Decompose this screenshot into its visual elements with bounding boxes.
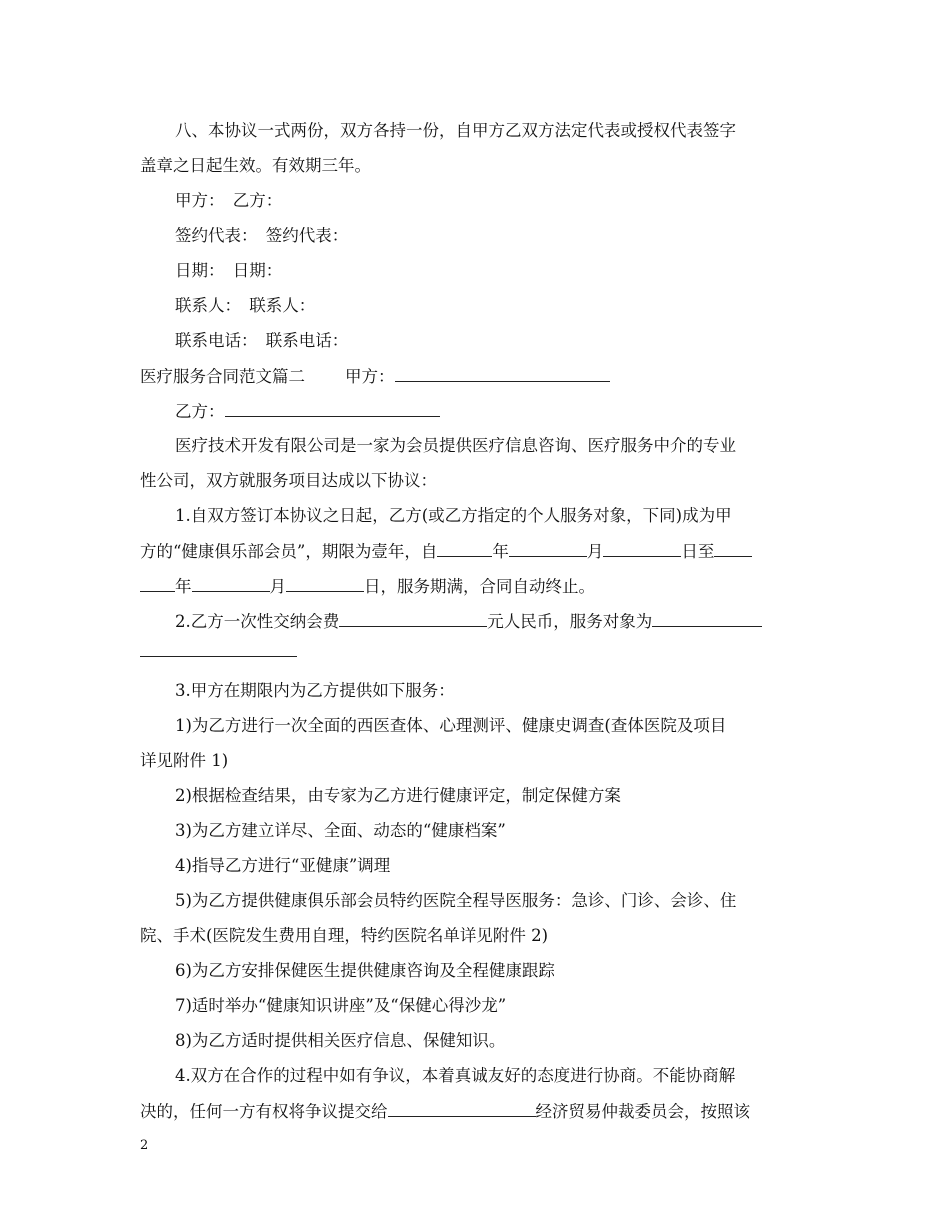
end-year-blank: [140, 575, 175, 592]
service1-line2: 详见附件 1): [140, 751, 229, 770]
arbitration-blank: [388, 1100, 536, 1117]
signature-phone: 联系电话： 联系电话：: [175, 331, 349, 350]
signature-contact: 联系人： 联系人：: [175, 296, 316, 315]
day-to-label: 日至: [681, 542, 715, 561]
clause3-title: 3.甲方在期限内为乙方提供如下服务：: [175, 681, 455, 700]
party-b-label: 乙方：: [175, 402, 225, 421]
intro-line2: 性公司，双方就服务项目达成以下协议：: [140, 471, 437, 490]
year-label: 年: [492, 542, 509, 561]
clause4-line2: [140, 1100, 750, 1123]
month-label: 月: [586, 542, 604, 561]
day-blank: [603, 540, 681, 557]
signature-party: 甲方： 乙方：: [175, 191, 283, 210]
clause1-text: 方的“健康俱乐部会员”，期限为壹年，自: [140, 542, 438, 561]
paragraph-8-line2: 盖章之日起生效。有效期三年。: [140, 156, 371, 175]
clause1-line2: [140, 540, 752, 563]
clause4-text-b: 经济贸易仲裁委员会，按照该: [535, 1102, 750, 1121]
end-month-label: 月: [269, 577, 286, 596]
service8: 8)为乙方适时提供相关医疗信息、保健知识。: [175, 1031, 506, 1050]
service5-line2: 院、手术(医院发生费用自理，特约医院名单详见附件 2): [140, 926, 549, 945]
end-year-label: 年: [175, 577, 192, 596]
fee-blank: [339, 610, 487, 627]
service1-line1: 1)为乙方进行一次全面的西医查体、心理测评、健康史调查(查体医院及项目: [175, 716, 727, 735]
paragraph-8-line1: 八、本协议一式两份，双方各持一份，自甲方乙双方法定代表或授权代表签字: [175, 121, 736, 140]
service4: 4)指导乙方进行“亚健康”调理: [175, 856, 391, 875]
service6: 6)为乙方安排保健医生提供健康咨询及全程健康跟踪: [175, 961, 555, 980]
end-month-blank: [192, 575, 270, 592]
clause4-line1: 4.双方在合作的过程中如有争议，本着真诚友好的态度进行协商。不能协商解: [175, 1066, 736, 1085]
party-a-blank: [395, 365, 610, 382]
clause2-fee-text: 2.乙方一次性交纳会费: [175, 612, 340, 631]
intro-line1: 医疗技术开发有限公司是一家为会员提供医疗信息咨询、医疗服务中介的专业: [175, 436, 736, 455]
clause1-line3: [140, 575, 595, 598]
clause4-text-a: 决的，任何一方有权将争议提交给: [140, 1102, 388, 1121]
target-blank: [652, 610, 762, 627]
party-b-line: [175, 400, 440, 423]
clause1-line1: 1.自双方签订本协议之日起，乙方(或乙方指定的个人服务对象，下同)成为甲: [175, 506, 732, 525]
service5-line1: 5)为乙方提供健康俱乐部会员特约医院全程导医服务：急诊、门诊、会诊、住: [175, 891, 737, 910]
end-day-blank: [286, 575, 364, 592]
month-blank: [509, 540, 587, 557]
clause1-end-text: 日，服务期满，合同自动终止。: [364, 577, 595, 596]
year-blank: [437, 540, 492, 557]
end-blank-start: [714, 540, 752, 557]
section-title: 医疗服务合同范文篇二: [140, 367, 305, 386]
signature-date: 日期： 日期：: [175, 261, 283, 280]
signature-rep: 签约代表： 签约代表：: [175, 226, 349, 245]
service2: 2)根据检查结果，由专家为乙方进行健康评定，制定保健方案: [175, 786, 621, 805]
target-blank-cont: [140, 646, 297, 657]
service3: 3)为乙方建立详尽、全面、动态的“健康档案”: [175, 821, 506, 840]
page-number: 2: [140, 1138, 149, 1153]
service7: 7)适时举办“健康知识讲座”及“保健心得沙龙”: [175, 996, 507, 1015]
section-heading: [140, 365, 610, 388]
party-a-label: 甲方：: [345, 367, 395, 386]
clause2-target-text: 元人民币，服务对象为: [487, 612, 653, 631]
party-b-blank: [225, 400, 440, 417]
clause2-line2: [140, 641, 297, 663]
clause2-line1: [175, 610, 762, 633]
